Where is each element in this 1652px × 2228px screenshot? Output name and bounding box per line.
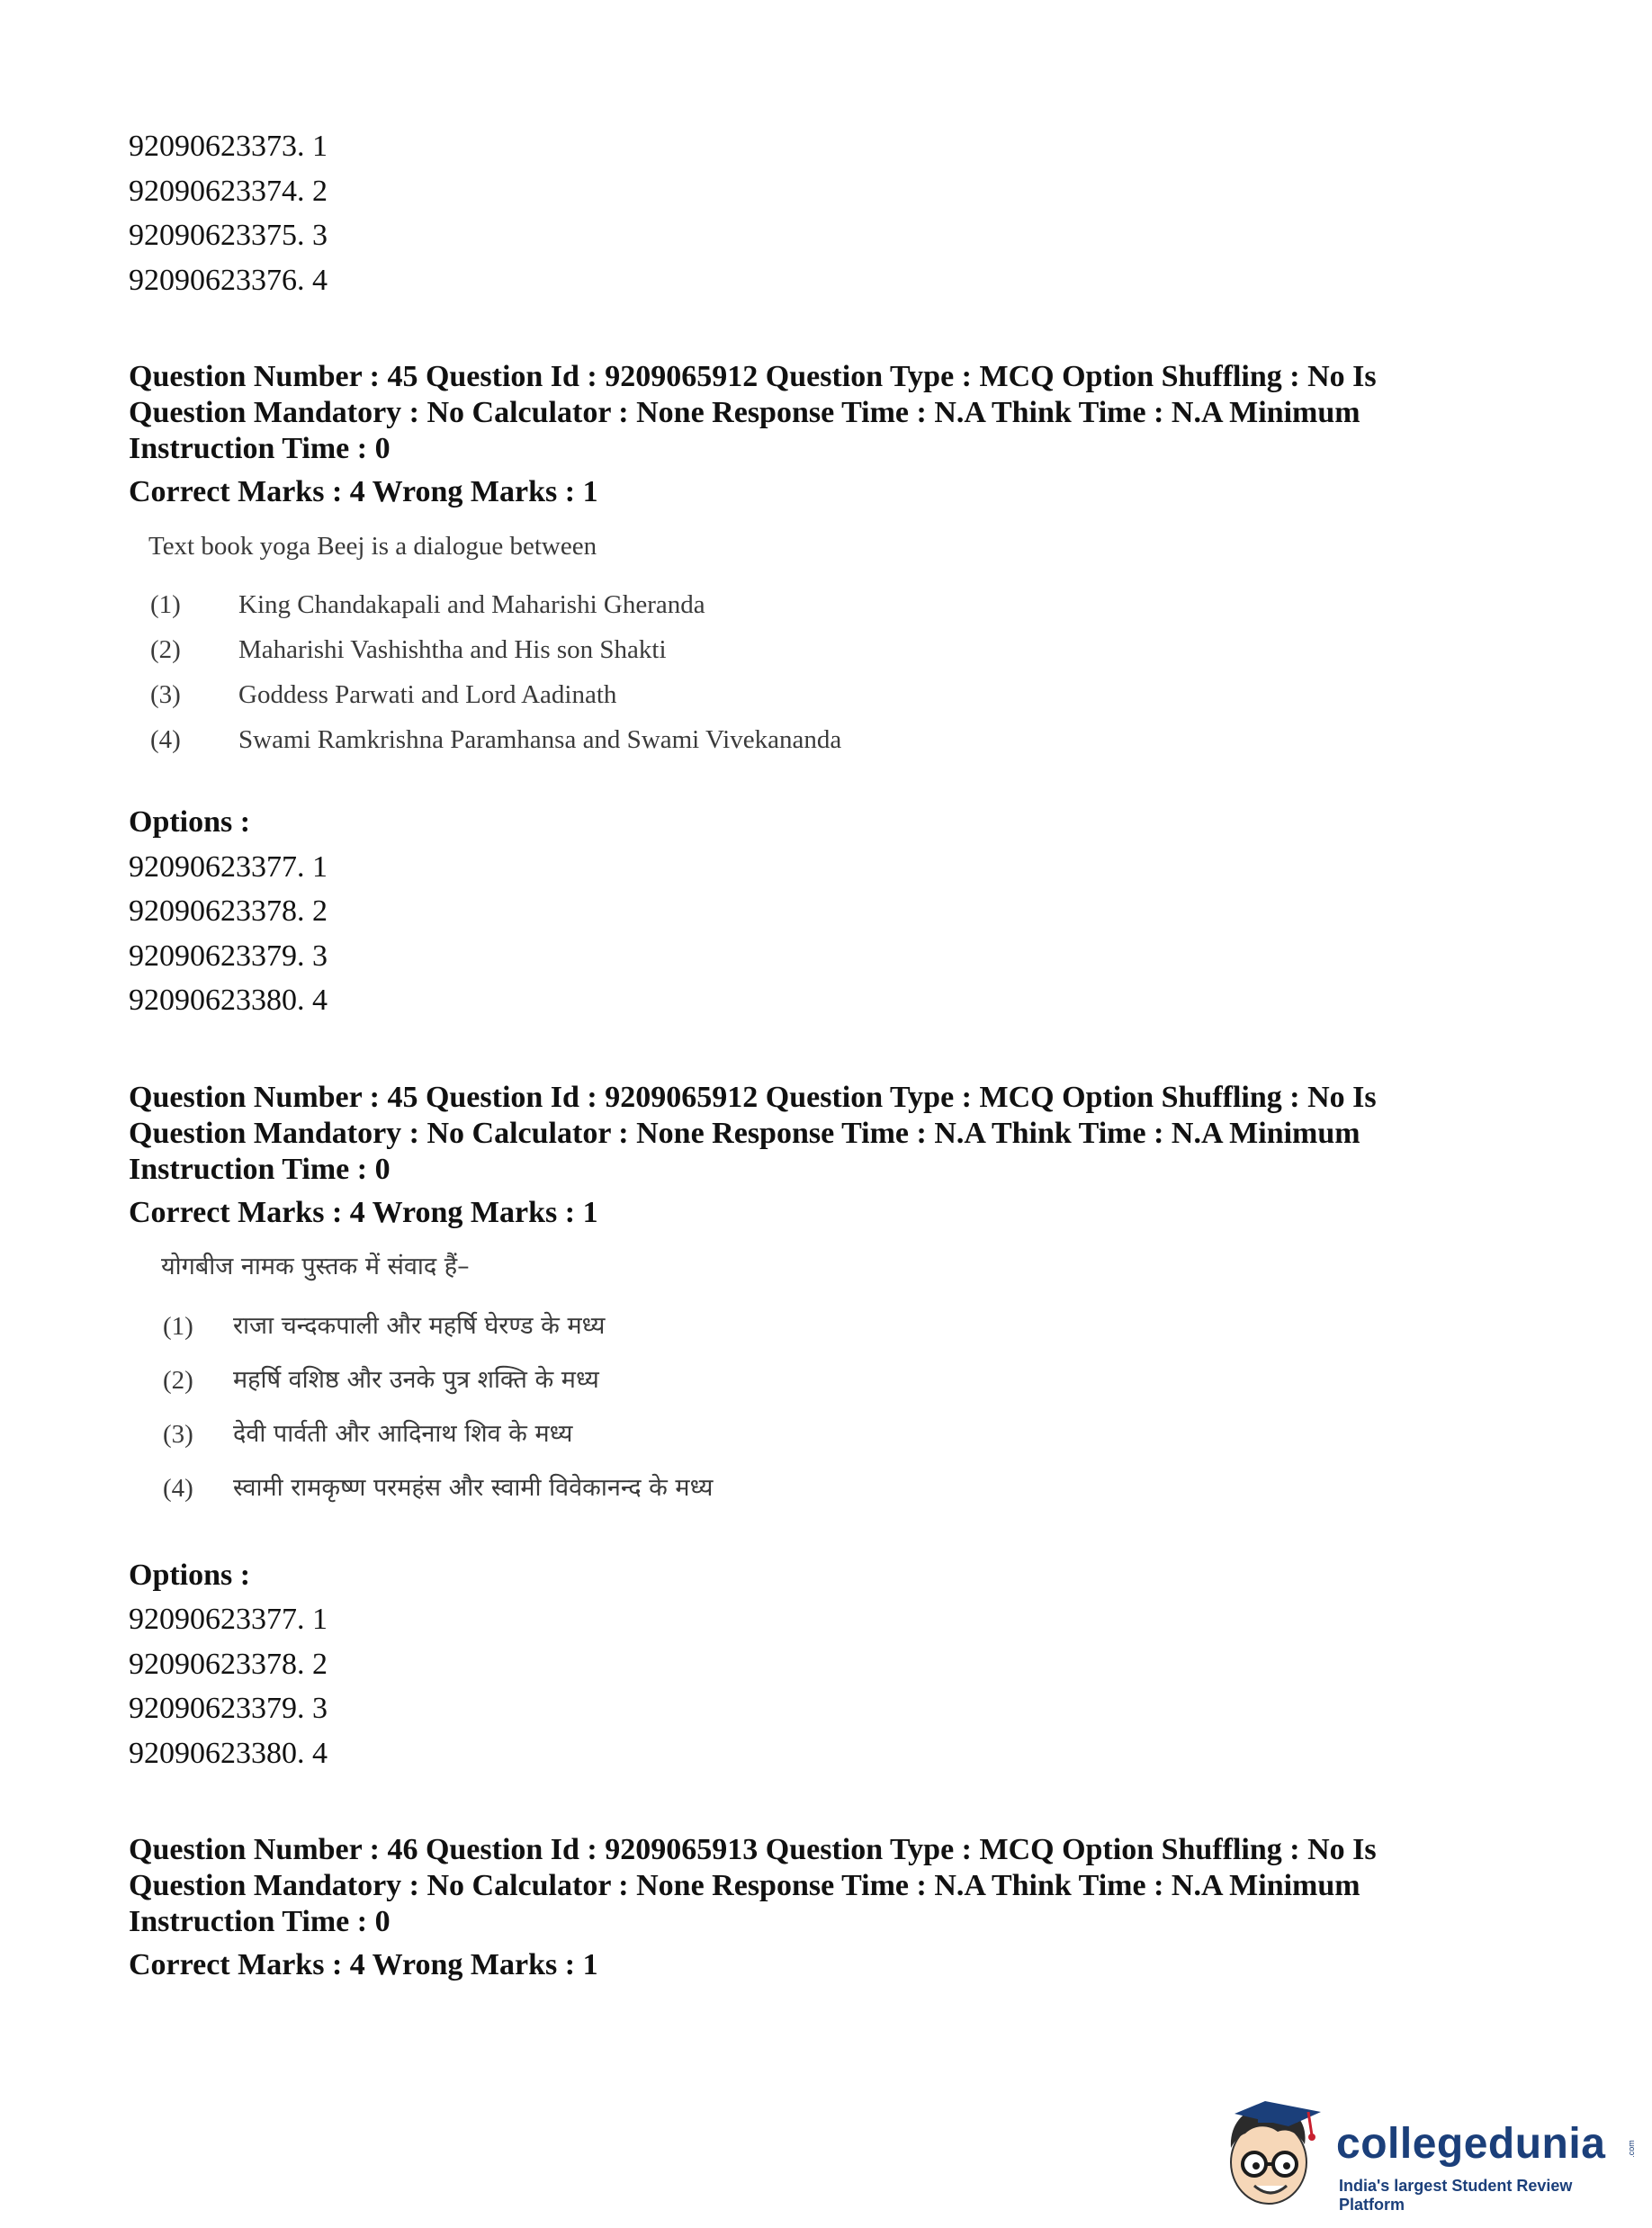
option-line: 92090623373. 1 <box>129 130 328 163</box>
question-choice <box>148 627 1532 672</box>
options-label: Options : <box>129 1558 251 1592</box>
question-header <box>129 1080 1532 1188</box>
question-header-line: Question Number : 45 Question Id : 9209065912 Question Type : MCQ Option Shuffling : No Is <box>129 360 1377 393</box>
question-header-line: Instruction Time : 0 <box>129 1905 391 1938</box>
brand-name: collegedunia <box>1336 2120 1606 2168</box>
question-choice <box>161 1407 1532 1461</box>
choice-text: स्वामी रामकृष्ण परमहंस और स्वामी विवेकानन्द के मध्य <box>233 1473 714 1502</box>
choice-number: (3) <box>150 680 181 709</box>
brand-tagline: India's largest Student Review Platform <box>1339 2177 1573 2214</box>
choice-number: (2) <box>150 635 181 664</box>
option-line: 92090623378. 2 <box>129 894 328 928</box>
option-line: 92090623378. 2 <box>129 1647 328 1681</box>
question-block-46 <box>129 1832 1532 1983</box>
choice-number: (4) <box>150 725 181 754</box>
question-stem: योगबीज नामक पुस्तक में संवाद हैं– <box>161 1252 470 1280</box>
option-line: 92090623380. 4 <box>129 984 328 1017</box>
marks-line: Correct Marks : 4 Wrong Marks : 1 <box>129 1195 598 1229</box>
question-choice <box>161 1353 1532 1407</box>
question-header-line: Question Number : 46 Question Id : 9209065913 Question Type : MCQ Option Shuffling : No Is <box>129 1833 1377 1866</box>
option-line: 92090623375. 3 <box>129 219 328 252</box>
option-line: 92090623377. 1 <box>129 849 328 884</box>
options-label: Options : <box>129 805 251 839</box>
choice-number: (2) <box>163 1365 193 1395</box>
brand-suffix: .com <box>1626 2140 1636 2158</box>
marks-line: Correct Marks : 4 Wrong Marks : 1 <box>129 1948 598 1981</box>
question-choice <box>148 582 1532 627</box>
question-text-image <box>161 1249 1532 1515</box>
question-header <box>129 359 1532 467</box>
question-choice <box>161 1461 1532 1515</box>
collegedunia-watermark <box>1215 2092 1638 2218</box>
choice-number: (1) <box>150 590 181 619</box>
mascot-icon <box>1215 2092 1341 2218</box>
question-header <box>129 1832 1532 1940</box>
choice-text: King Chandakapali and Maharishi Gheranda <box>238 590 705 619</box>
choice-number: (1) <box>163 1311 193 1341</box>
top-options-list <box>129 124 1532 302</box>
question-header-line: Question Number : 45 Question Id : 9209065912 Question Type : MCQ Option Shuffling : No Is <box>129 1080 1377 1114</box>
option-line: 92090623379. 3 <box>129 1692 328 1725</box>
options-section <box>129 1553 1532 1776</box>
question-header-line: Question Mandatory : No Calculator : None Response Time : N.A Think Time : N.A Minimum <box>129 396 1360 429</box>
question-choice <box>161 1299 1532 1353</box>
question-choice <box>148 672 1532 717</box>
options-section <box>129 800 1532 1023</box>
choice-text: महर्षि वशिष्ठ और उनके पुत्र शक्ति के मध्य <box>233 1365 599 1394</box>
choice-text: देवी पार्वती और आदिनाथ शिव के मध्य <box>233 1419 573 1448</box>
question-block-45-english <box>129 359 1532 1023</box>
question-choice <box>148 717 1532 762</box>
option-line: 92090623379. 3 <box>129 939 328 973</box>
question-text-image <box>148 528 1532 762</box>
option-line: 92090623374. 2 <box>129 174 328 208</box>
question-block-45-hindi <box>129 1080 1532 1776</box>
question-stem: Text book yoga Beej is a dialogue between <box>148 532 597 561</box>
choice-text: राजा चन्दकपाली और महर्षि घेरण्ड के मध्य <box>233 1311 606 1340</box>
option-line: 92090623380. 4 <box>129 1736 328 1770</box>
question-header-line: Instruction Time : 0 <box>129 1152 391 1186</box>
choice-text: Maharishi Vashishtha and His son Shakti <box>238 635 667 664</box>
choice-text: Goddess Parwati and Lord Aadinath <box>238 680 617 709</box>
option-line: 92090623376. 4 <box>129 263 328 297</box>
question-header-line: Instruction Time : 0 <box>129 432 391 465</box>
marks-line: Correct Marks : 4 Wrong Marks : 1 <box>129 475 598 508</box>
choice-number: (4) <box>163 1473 193 1503</box>
question-header-line: Question Mandatory : No Calculator : None Response Time : N.A Think Time : N.A Minimum <box>129 1116 1360 1150</box>
choice-text: Swami Ramkrishna Paramhansa and Swami Vivekananda <box>238 725 842 754</box>
option-line: 92090623377. 1 <box>129 1603 328 1636</box>
question-header-line: Question Mandatory : No Calculator : None Response Time : N.A Think Time : N.A Minimum <box>129 1869 1360 1902</box>
choice-number: (3) <box>163 1419 193 1449</box>
document-page <box>129 124 1532 1983</box>
